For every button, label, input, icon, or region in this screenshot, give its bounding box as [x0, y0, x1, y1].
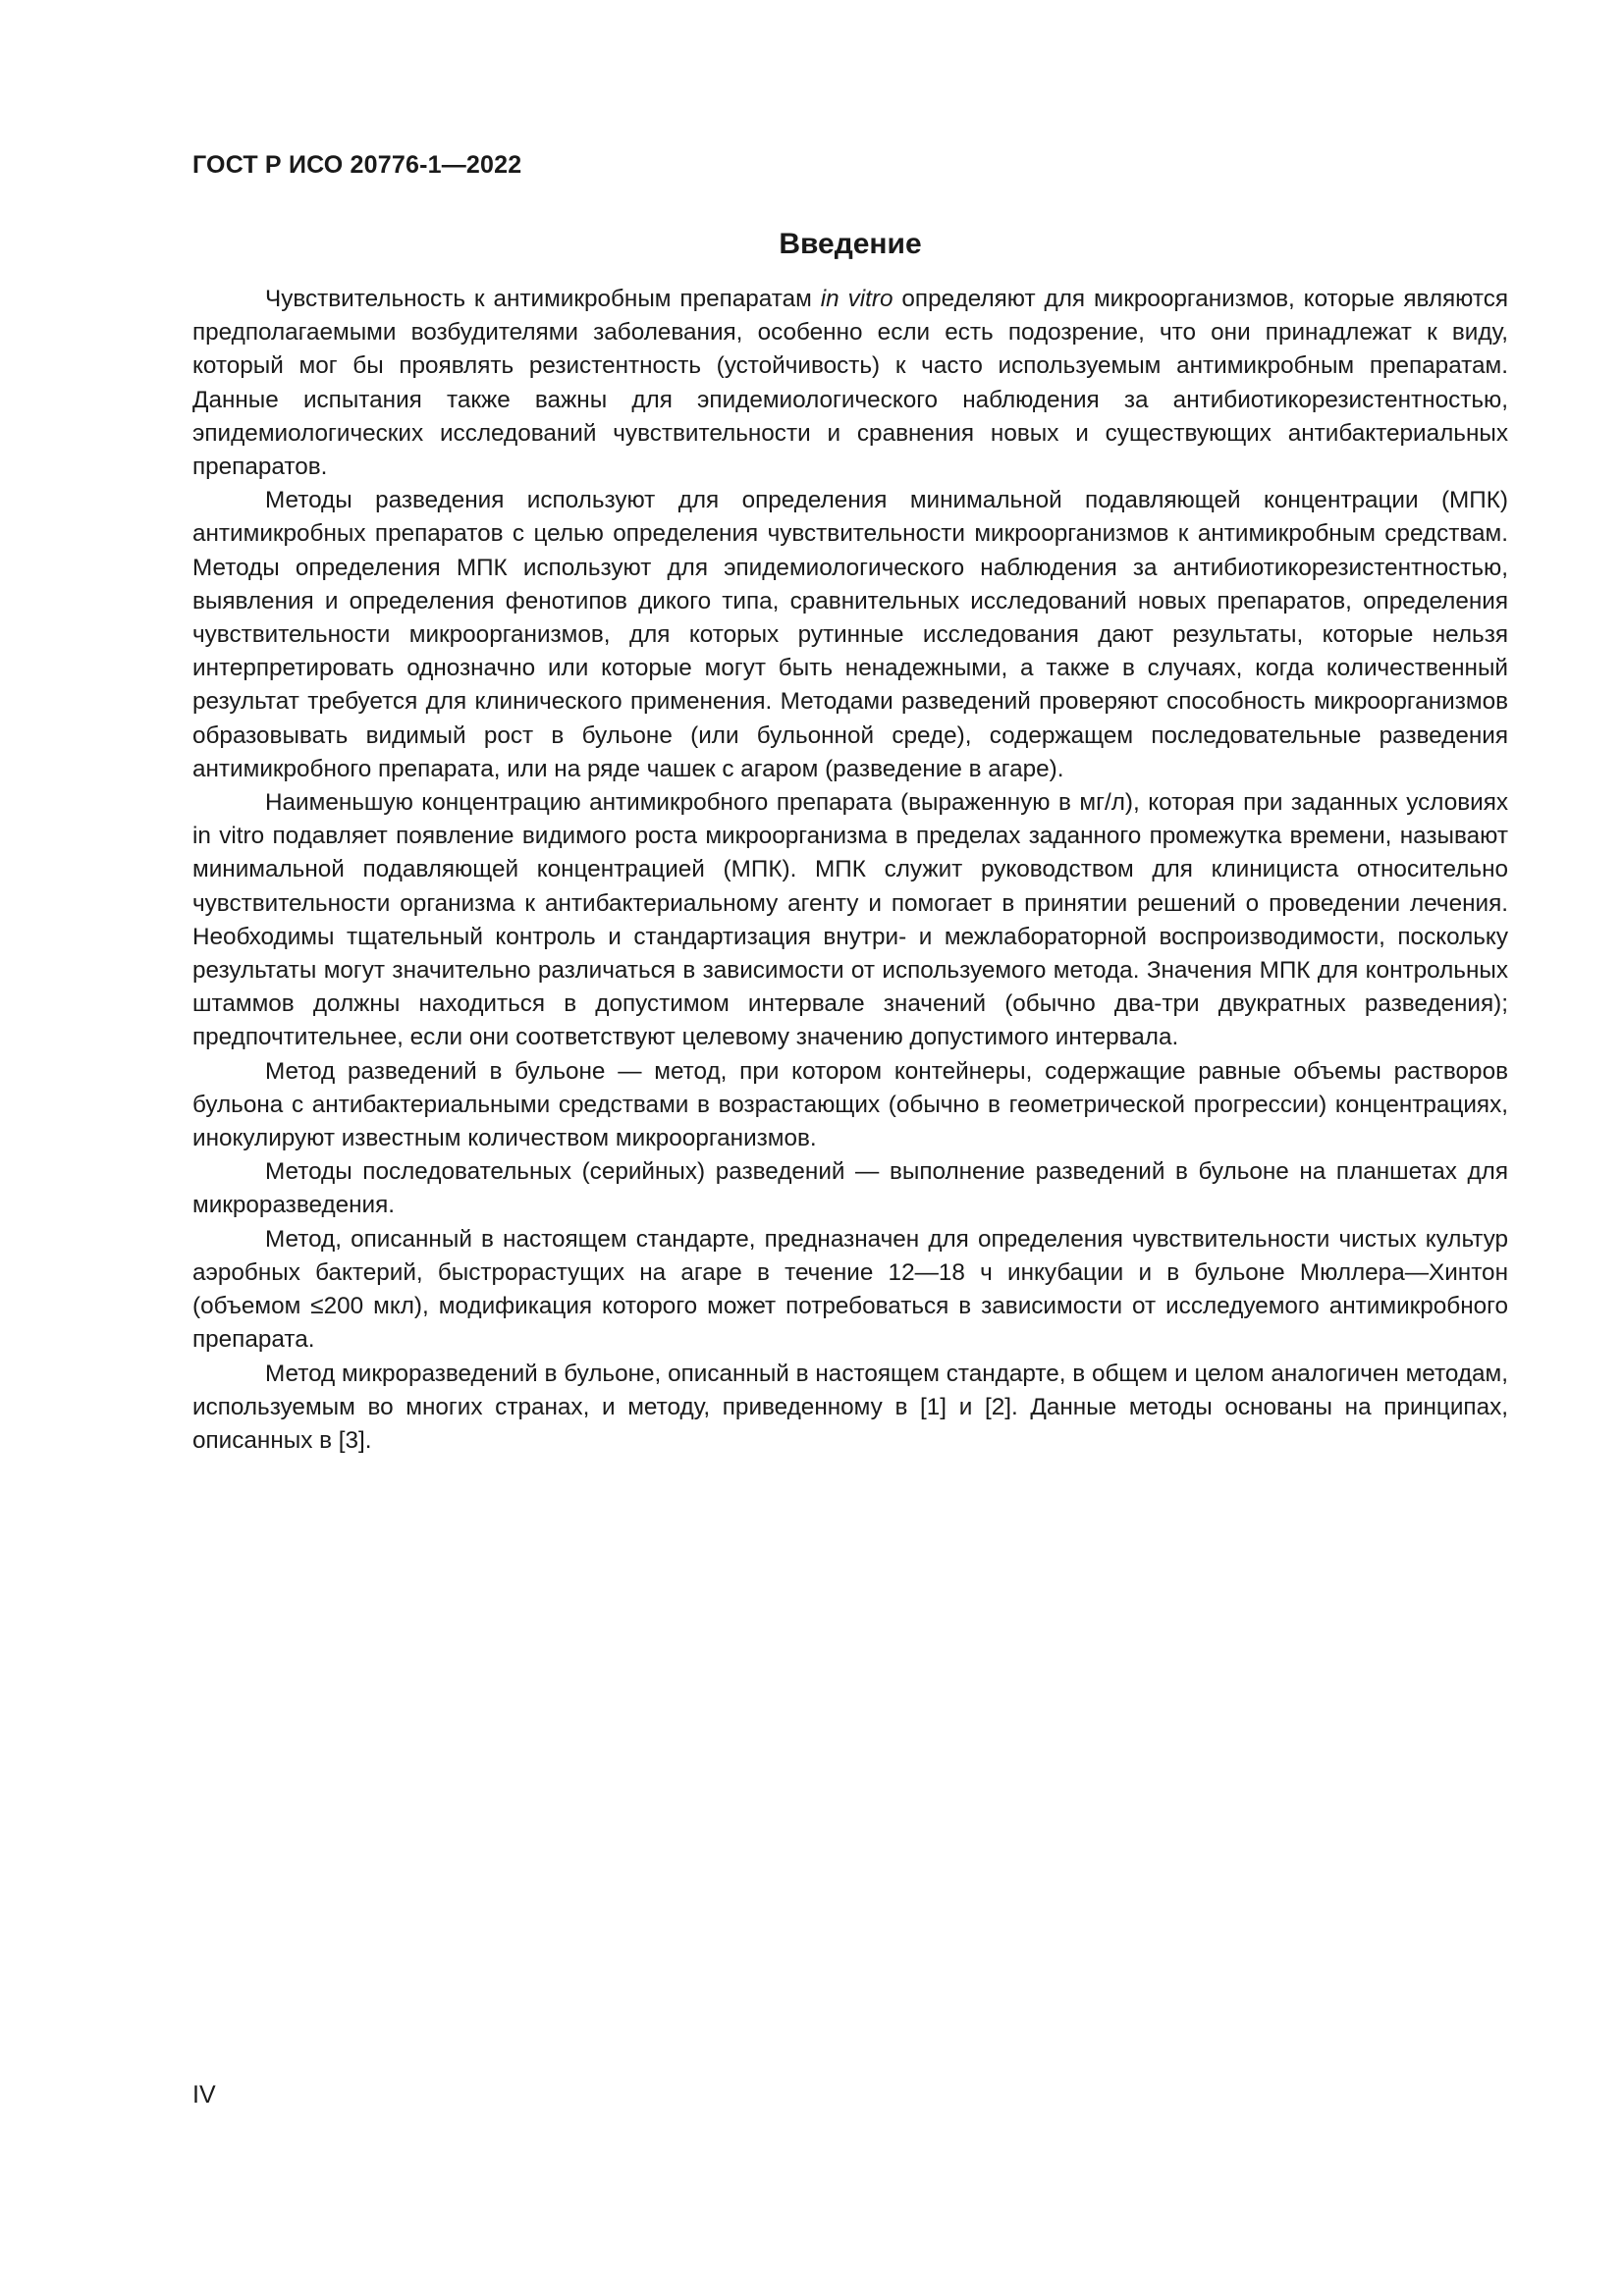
standard-code-header: ГОСТ Р ИСО 20776-1—2022	[192, 151, 522, 179]
section-title: Введение	[779, 228, 922, 260]
paragraph-1-italic-term: in vitro	[820, 286, 893, 312]
paragraph-4: Метод разведений в бульоне — метод, при котором контейнеры, содержащие равные объемы растворов бульона с антибактериальными средствами в возрастающих (обычно в геометрической прогрессии) концентрациях, инокулируют известным количеством микроорганизмов.	[192, 1057, 1508, 1152]
body-text	[192, 283, 1508, 1458]
paragraph-7: Метод микроразведений в бульоне, описанный в настоящем стандарте, в общем и целом аналогичен методам, используемым во многих странах, и методу, приведенному в [1] и [2]. Данные методы основаны на принципах, описанных в [3].	[192, 1360, 1508, 1454]
paragraph-1-text-end: определяют для микроорганизмов, которые являются предполагаемыми возбудителями заболевания, особенно если есть подозрение, что они принадлежат к виду, который мог бы проявлять резистентность (устойчивость) к часто используемым антимикробным препаратам. Данные испытания также важны для эпидемиологического наблюдения за антибиотикорезистентностью, эпидемиологических исследований чувствительности и сравнения новых и существующих антибактериальных препаратов.	[192, 286, 1509, 481]
paragraph-6: Метод, описанный в настоящем стандарте, предназначен для определения чувствительности чистых культур аэробных бактерий, быстрорастущих на агаре в течение 12—18 ч инкубации и в бульоне Мюллера—Хинтон (объемом ≤200 мкл), модификация которого может потребоваться в зависимости от исследуемого антимикробного препарата.	[192, 1225, 1508, 1354]
page-number: IV	[192, 2081, 216, 2109]
paragraph-1-text-start: Чувствительность к антимикробным препаратам	[265, 286, 821, 312]
paragraph-5: Методы последовательных (серийных) разведений — выполнение разведений в бульоне на планшетах для микроразведения.	[192, 1158, 1508, 1219]
paragraph-2: Методы разведения используют для определения минимальной подавляющей концентрации (МПК) антимикробных препаратов с целью определения чувствительности микроорганизмов к антимикробным средствам. Методы определения МПК используют для эпидемиологического наблюдения за антибиотикорезистентностью, выявления и определения фенотипов дикого типа, сравнительных исследований новых препаратов, определения чувствительности микроорганизмов, для которых рутинные исследования дают результаты, которые нельзя интерпретировать однозначно или которые могут быть ненадежными, а также в случаях, когда количественный результат требуется для клинического применения. Методами разведений проверяют способность микроорганизмов образовывать видимый рост в бульоне (или бульонной среде), содержащем последовательные разведения антимикробного препарата, или на ряде чашек с агаром (разведение в агаре).	[192, 487, 1508, 782]
paragraph-1	[192, 283, 1508, 484]
paragraph-3: Наименьшую концентрацию антимикробного препарата (выраженную в мг/л), которая при заданных условиях in vitro подавляет появление видимого роста микроорганизма в пределах заданного промежутка времени, называют минимальной подавляющей концентрацией (МПК). МПК служит руководством для клинициста относительно чувствительности организма к антибактериальному агенту и помогает в принятии решений о проведении лечения. Необходимы тщательный контроль и стандартизация внутри- и межлабораторной воспроизводимости, поскольку результаты могут значительно различаться в зависимости от используемого метода. Значения МПК для контрольных штаммов должны находиться в допустимом интервале значений (обычно два-три двукратных разведения); предпочтительнее, если они соответствуют целевому значению допустимого интервала.	[192, 789, 1508, 1051]
